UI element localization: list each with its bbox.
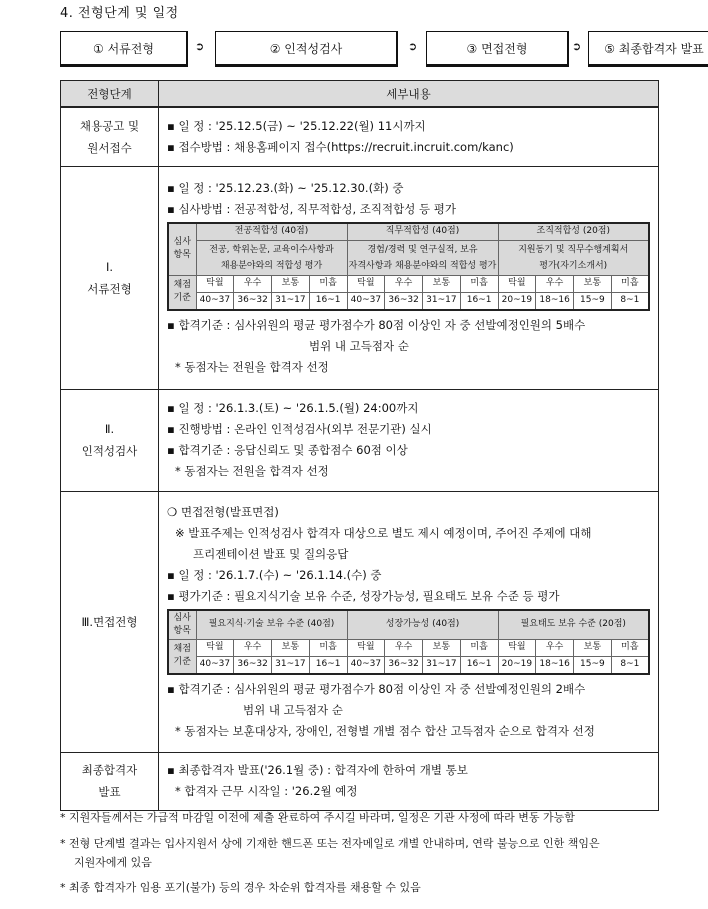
grade-cell: 미흡	[309, 275, 347, 292]
flow-step-interview: ③ 면접전형	[426, 31, 569, 67]
doc-group-desc: 전공, 학위논문, 교육이수사항과 채용분야와의 적합성 평가	[196, 240, 347, 275]
stage-aptitude: Ⅱ. 인적성검사	[61, 389, 159, 491]
score-cell: 16~1	[460, 656, 498, 674]
row-document	[61, 166, 659, 389]
row-recruit	[61, 107, 659, 166]
section-title: 4. 전형단계 및 일정	[60, 6, 179, 21]
footnote: * 지원자들께서는 가급적 마감일 이전에 제출 완료하여 주시길 바라며, 일정은 기관 사정에 따라 변동 가능함	[60, 811, 575, 824]
grade-cell: 보통	[574, 639, 612, 656]
doc-sub-label: 심사 항목	[168, 223, 196, 276]
flow-step-final: ⑤ 최종합격자 발표	[588, 31, 708, 67]
interview-group-name: 필요지식·기술 보유 수준 (40점)	[196, 610, 347, 640]
doc-schedule: ▪ 일 정 : '25.12.23.(화) ~ '25.12.30.(화) 중	[167, 180, 404, 195]
footnote: * 최종 합격자가 임용 포기(불가) 등의 경우 차순위 합격자를 채용할 수 있음	[60, 881, 421, 894]
doc-group-desc: 경험/경력 및 연구실적, 보유 자격사항과 채용분야와의 적합성 평가	[347, 240, 498, 275]
score-cell: 40~37	[196, 292, 234, 310]
process-flow	[60, 31, 704, 69]
grade-cell: 미흡	[611, 639, 649, 656]
apt-method: ▪ 진행방법 : 온라인 인적성검사(외부 전문기관) 실시	[167, 422, 432, 436]
score-cell: 20~19	[498, 656, 536, 674]
stage-final: 최종합격자 발표	[61, 752, 159, 810]
interview-topic-note-cont: 프리젠테이션 발표 및 질의응답	[193, 546, 349, 561]
score-cell: 16~1	[309, 292, 347, 310]
grade-cell: 보통	[272, 639, 310, 656]
score-cell: 36~32	[385, 292, 423, 310]
score-cell: 18~16	[536, 292, 574, 310]
interview-schedule: ▪ 일 정 : '26.1.7.(수) ~ '26.1.14.(수) 중	[167, 567, 382, 582]
score-cell: 18~16	[536, 656, 574, 674]
score-cell: 31~17	[423, 656, 461, 674]
stage-recruit: 채용공고 및 원서접수	[61, 107, 159, 166]
detail-recruit	[159, 107, 659, 166]
doc-tie-note: * 동점자는 전원을 합격자 선정	[175, 359, 329, 374]
score-cell: 31~17	[272, 656, 310, 674]
doc-group-name: 조직적합성 (20점)	[498, 223, 649, 241]
grade-cell: 미흡	[460, 639, 498, 656]
score-cell: 16~1	[460, 292, 498, 310]
detail-final	[159, 752, 659, 810]
doc-method: ▪ 심사방법 : 전공적합성, 직무적합성, 조직적합성 등 평가	[167, 201, 456, 216]
arrow-icon: ➲	[408, 40, 418, 53]
row-final	[61, 752, 659, 810]
footnote: 지원자에게 있음	[74, 856, 152, 869]
score-cell: 40~37	[196, 656, 234, 674]
doc-score-table	[167, 222, 650, 311]
stage-document: Ⅰ. 서류전형	[61, 166, 159, 389]
grade-cell: 미흡	[611, 275, 649, 292]
footnote: * 전형 단계별 결과는 입사지원서 상에 기재한 핸드폰 또는 전자메일로 개별 안내하며, 연락 불능으로 인한 책임은	[60, 837, 600, 850]
interview-group-name: 필요태도 보유 수준 (20점)	[498, 610, 649, 640]
score-cell: 36~32	[234, 292, 272, 310]
grade-cell: 우수	[234, 275, 272, 292]
grade-cell: 우수	[536, 275, 574, 292]
interview-score-table	[167, 609, 650, 675]
score-cell: 8~1	[611, 656, 649, 674]
score-cell: 40~37	[347, 292, 385, 310]
apt-pass-criteria: ▪ 합격기준 : 응답신뢰도 및 종합점수 60점 이상	[167, 443, 408, 457]
score-cell: 8~1	[611, 292, 649, 310]
doc-pass-criteria-cont: 범위 내 고득점자 순	[309, 338, 409, 353]
arrow-icon: ➲	[572, 40, 582, 53]
flow-step-aptitude: ② 인적성검사	[215, 31, 398, 67]
grade-cell: 탁월	[196, 639, 234, 656]
score-cell: 31~17	[272, 292, 310, 310]
score-cell: 15~9	[574, 292, 612, 310]
score-cell: 36~32	[385, 656, 423, 674]
final-announcement: ▪ 최종합격자 발표('26.1월 중) : 합격자에 한하여 개별 통보	[167, 763, 468, 777]
interview-criteria: ▪ 평가기준 : 필요지식기술 보유 수준, 성장가능성, 필요태도 보유 수준 등 평가	[167, 588, 560, 603]
interview-tie-note: * 동점자는 보훈대상자, 장애인, 전형별 개별 점수 합산 고득점자 순으로 합격자 선정	[175, 723, 595, 738]
doc-group-name: 전공적합성 (40점)	[196, 223, 347, 241]
detail-interview	[159, 491, 659, 752]
final-start-date: * 합격자 근무 시작일 : '26.2월 예정	[175, 784, 358, 798]
grade-cell: 보통	[272, 275, 310, 292]
grade-cell: 우수	[536, 639, 574, 656]
interview-sub-label: 채점 기준	[168, 639, 196, 674]
grade-cell: 미흡	[309, 639, 347, 656]
grade-cell: 우수	[234, 639, 272, 656]
score-cell: 16~1	[309, 656, 347, 674]
interview-group-name: 성장가능성 (40점)	[347, 610, 498, 640]
header-detail: 세부내용	[159, 81, 659, 108]
grade-cell: 탁월	[347, 275, 385, 292]
header-stage: 전형단계	[61, 81, 159, 108]
grade-cell: 미흡	[460, 275, 498, 292]
arrow-icon: ➲	[195, 40, 205, 53]
schedule-table	[60, 80, 659, 811]
row-interview	[61, 491, 659, 752]
grade-cell: 보통	[423, 639, 461, 656]
grade-cell: 탁월	[498, 639, 536, 656]
doc-pass-criteria: ▪ 합격기준 : 심사위원의 평균 평가점수가 80점 이상인 자 중 선발예정인원의 5배수	[167, 317, 586, 332]
interview-pass-criteria-cont: 범위 내 고득점자 순	[243, 702, 343, 717]
grade-cell: 탁월	[196, 275, 234, 292]
score-cell: 15~9	[574, 656, 612, 674]
recruit-schedule: ▪ 일 정 : '25.12.5(금) ~ '25.12.22(월) 11시까지	[167, 118, 426, 133]
grade-cell: 보통	[423, 275, 461, 292]
row-aptitude	[61, 389, 659, 491]
grade-cell: 보통	[574, 275, 612, 292]
interview-topic-note: ※ 발표주제는 인적성검사 합격자 대상으로 별도 제시 예정이며, 주어진 주제에 대해	[175, 525, 592, 540]
score-cell: 40~37	[347, 656, 385, 674]
score-cell: 31~17	[423, 292, 461, 310]
recruit-method: ▪ 접수방법 : 채용홈페이지 접수(https://recruit.incruit.com/kanc)	[167, 139, 514, 154]
interview-type: ❍ 면접전형(발표면접)	[167, 504, 279, 519]
grade-cell: 탁월	[498, 275, 536, 292]
apt-tie-note: * 동점자는 전원을 합격자 선정	[175, 464, 329, 478]
score-cell: 20~19	[498, 292, 536, 310]
detail-aptitude	[159, 389, 659, 491]
flow-step-document: ① 서류전형	[60, 31, 188, 67]
stage-interview: Ⅲ.면접전형	[61, 491, 159, 752]
interview-sub-label: 심사 항목	[168, 610, 196, 640]
grade-cell: 탁월	[347, 639, 385, 656]
doc-group-name: 직무적합성 (40점)	[347, 223, 498, 241]
grade-cell: 우수	[385, 639, 423, 656]
apt-schedule: ▪ 일 정 : '26.1.3.(토) ~ '26.1.5.(월) 24:00까지	[167, 401, 419, 415]
interview-pass-criteria: ▪ 합격기준 : 심사위원의 평균 평가점수가 80점 이상인 자 중 선발예정인원의 2배수	[167, 681, 586, 696]
doc-group-desc: 지원동기 및 직무수행계획서 평가(자기소개서)	[498, 240, 649, 275]
detail-document	[159, 166, 659, 389]
doc-sub-label: 채점 기준	[168, 275, 196, 310]
score-cell: 36~32	[234, 656, 272, 674]
grade-cell: 우수	[385, 275, 423, 292]
